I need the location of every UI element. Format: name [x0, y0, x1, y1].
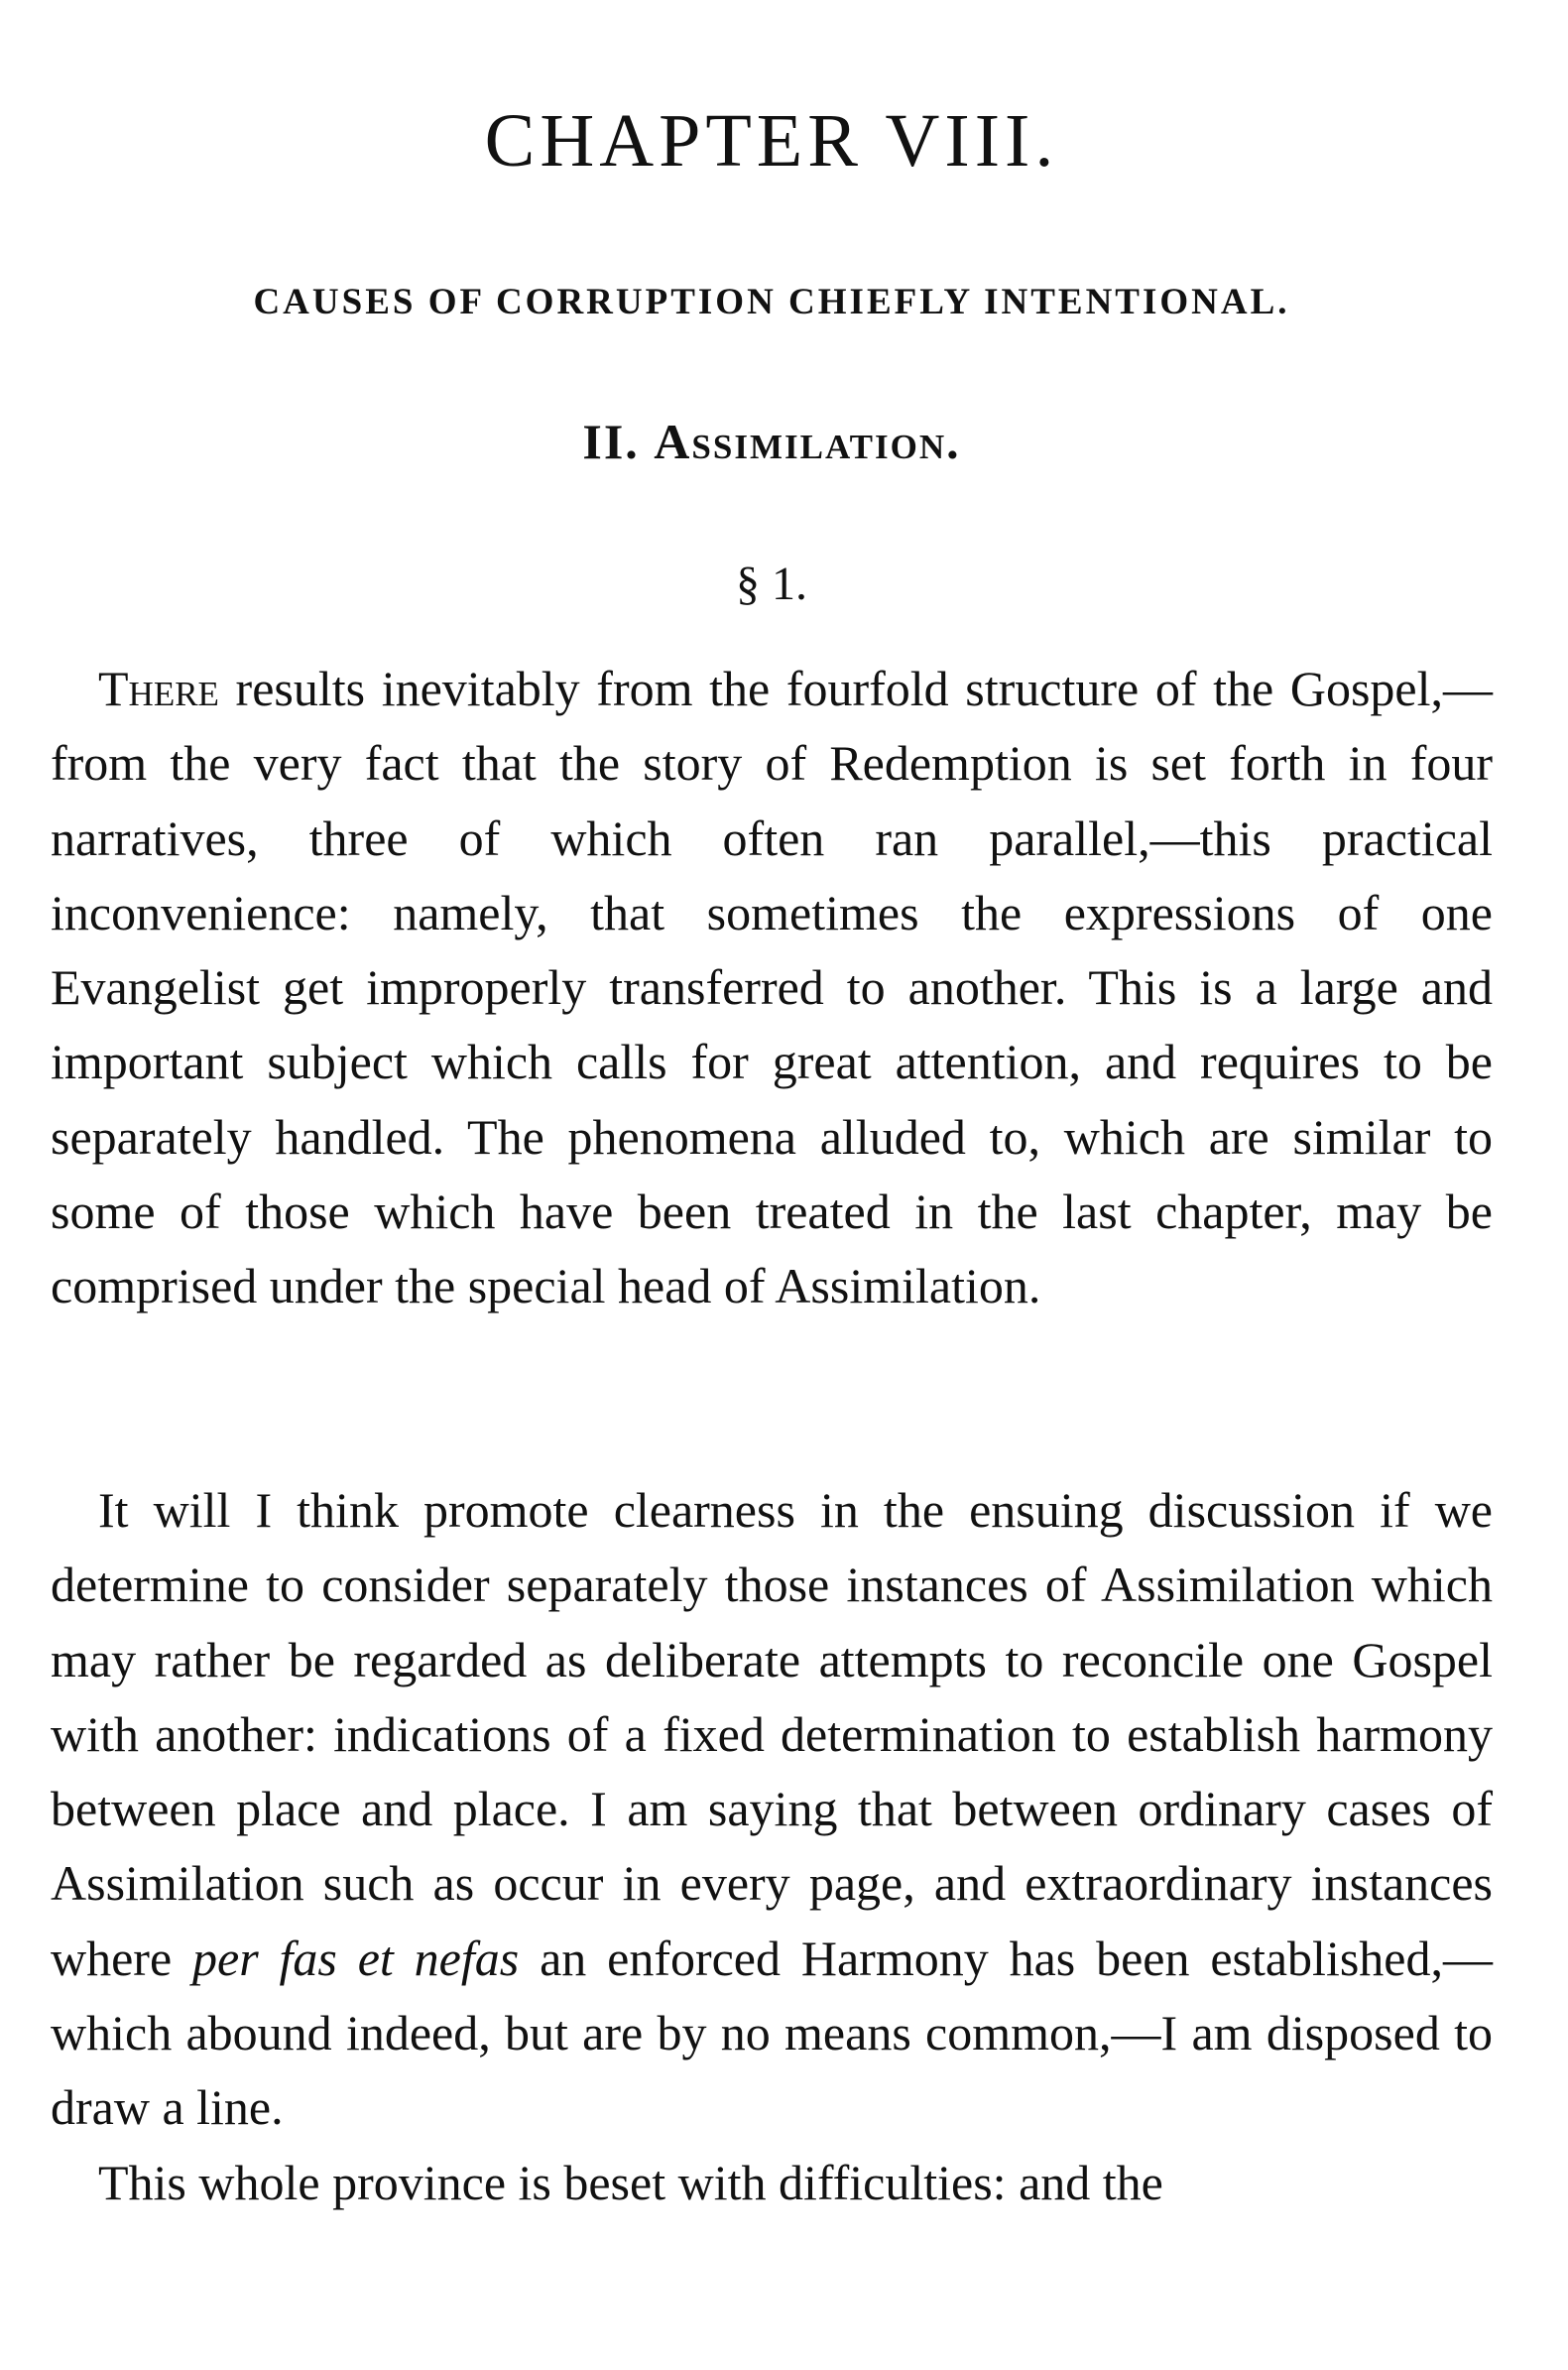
- paragraph-3-text: This whole province is beset with difficulties: and the: [98, 2155, 1163, 2210]
- paragraph-2-text-before: It will I think promote clearness in the ensuing discussion if we determine to consider separately those instances of Assimilation which may rather be regarded as deliberate attempts to reconcile one Gospel with another: indications of a fixed determination to establish harmony between place and place. I am saying that between ordinary cases of Assimilation such as occur in every page, and extraordinary instances where: [51, 1482, 1493, 1986]
- latin-phrase: per fas et nefas: [192, 1930, 520, 1986]
- paragraph-2: [51, 1473, 1493, 2146]
- section-name: Assimilation.: [654, 414, 961, 469]
- section-prefix: II.: [582, 414, 640, 469]
- paragraph-2-text-after: an enforced Harmony has been established,—which abound indeed, but are by no means common,—I am disposed to draw a line.: [51, 1930, 1493, 2136]
- paragraph-3: [51, 2146, 1493, 2220]
- paragraph-1: [51, 652, 1493, 1324]
- section-number: § 1.: [736, 558, 807, 610]
- section-title: [51, 414, 1493, 469]
- chapter-title: CHAPTER VIII.: [484, 99, 1059, 183]
- paragraph-1-text: results inevitably from the fourfold structure of the Gospel,—from the very fact that the story of Redemption is set forth in four narratives, three of which often ran parallel,—this practical inconvenience: namely, that sometimes the expressions of one Evangelist get improperly transferred to another. This is a large and important subject which calls for great attention, and requires to be separately handled. The phenomena alluded to, which are similar to some of those which have been treated in the last chapter, may be comprised under the special head of Assimilation.: [51, 661, 1493, 1314]
- chapter-subtitle: CAUSES OF CORRUPTION CHIEFLY INTENTIONAL.: [253, 282, 1290, 322]
- paragraph-1-lead: There: [98, 661, 219, 716]
